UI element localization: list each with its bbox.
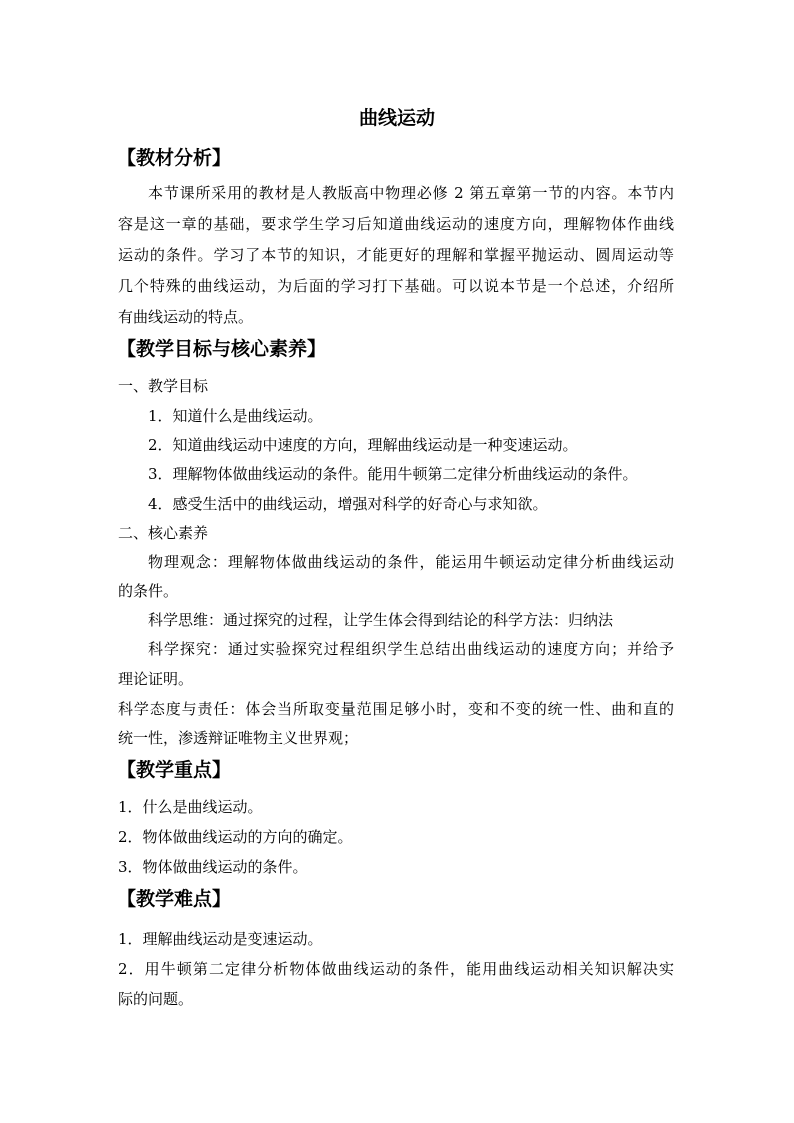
key-point-item: 2．物体做曲线运动的方向的确定。 (118, 828, 353, 846)
goal-item: 1．知道什么是曲线运动。 (148, 407, 323, 425)
literacy-line: 科学思维：通过探究的过程，让学生体会得到结论的科学方法：归纳法 (148, 611, 614, 629)
section-heading-textbook-analysis: 【教材分析】 (117, 147, 232, 169)
literacy-line: 统一性，渗透辩证唯物主义世界观； (118, 729, 359, 747)
literacy-line: 科学态度与责任：体会当所取变量范围足够小时，变和不变的统一性、曲和直的 (118, 700, 674, 718)
literacy-line: 科学探究：通过实验探究过程组织学生总结出曲线运动的速度方向；并给予 (148, 640, 674, 658)
literacy-line: 物理观念：理解物体做曲线运动的条件，能运用牛顿运动定律分析曲线运动 (148, 553, 674, 571)
paragraph-line: 运动的条件。学习了本节的知识，才能更好的理解和掌握平抛运动、圆周运动等 (118, 246, 674, 264)
key-point-item: 3．物体做曲线运动的条件。 (118, 858, 308, 876)
literacy-line: 理论证明。 (118, 670, 194, 688)
goal-item: 4．感受生活中的曲线运动，增强对科学的好奇心与求知欲。 (148, 495, 548, 513)
section-heading-key-points: 【教学重点】 (117, 759, 232, 781)
goal-item: 3．理解物体做曲线运动的条件。能用牛顿第二定律分析曲线运动的条件。 (148, 465, 638, 483)
difficulty-item: 1．理解曲线运动是变速运动。 (118, 930, 323, 948)
subheading-core-literacy: 二、核心素养 (118, 524, 209, 542)
difficulty-item: 2．用牛顿第二定律分析物体做曲线运动的条件，能用曲线运动相关知识解决实 (118, 960, 674, 978)
section-heading-goals-and-literacy: 【教学目标与核心素养】 (117, 338, 327, 360)
goal-item: 2．知道曲线运动中速度的方向，理解曲线运动是一种变速运动。 (148, 436, 578, 454)
paragraph-line: 本节课所采用的教材是人教版高中物理必修 2 第五章第一节的内容。本节内 (148, 184, 674, 202)
difficulty-item: 际的问题。 (118, 990, 194, 1008)
paragraph-line: 有曲线运动的特点。 (118, 308, 254, 326)
subheading-teaching-goals: 一、教学目标 (118, 377, 209, 395)
paragraph-line: 容是这一章的基础，要求学生学习后知道曲线运动的速度方向，理解物体作曲线 (118, 215, 674, 233)
paragraph-line: 几个特殊的曲线运动，为后面的学习打下基础。可以说本节是一个总述，介绍所 (118, 277, 674, 295)
document-title: 曲线运动 (358, 107, 435, 129)
section-heading-difficulties: 【教学难点】 (117, 888, 232, 910)
key-point-item: 1．什么是曲线运动。 (118, 798, 263, 816)
literacy-line: 的条件。 (118, 582, 179, 600)
